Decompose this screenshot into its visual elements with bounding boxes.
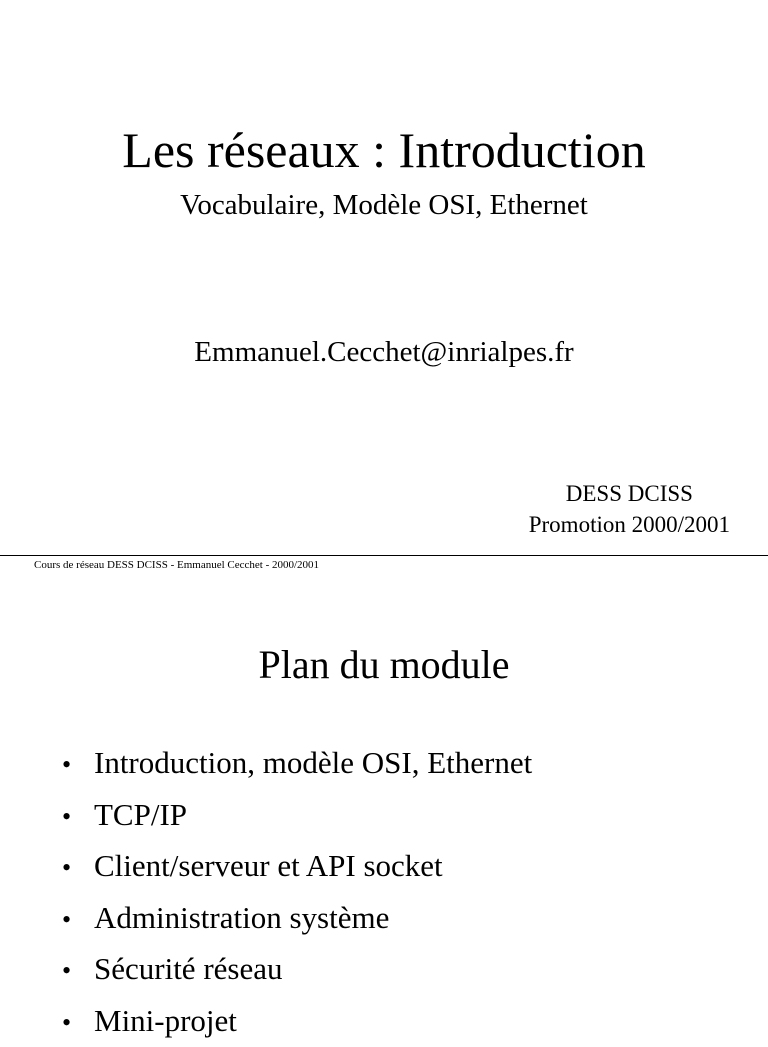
slide-subtitle: Vocabulaire, Modèle OSI, Ethernet bbox=[0, 186, 768, 224]
list-item-text: Administration système bbox=[94, 893, 389, 943]
list-item bbox=[62, 738, 532, 790]
bullet-icon: • bbox=[62, 895, 94, 945]
list-item-text: Introduction, modèle OSI, Ethernet bbox=[94, 738, 532, 788]
list-item bbox=[62, 790, 532, 842]
plan-list bbox=[62, 738, 532, 1047]
list-item bbox=[62, 841, 532, 893]
page-divider bbox=[0, 555, 768, 556]
author-email: Emmanuel.Cecchet@inrialpes.fr bbox=[0, 333, 768, 371]
bullet-icon: • bbox=[62, 998, 94, 1047]
list-item-text: Sécurité réseau bbox=[94, 944, 282, 994]
bullet-icon: • bbox=[62, 946, 94, 996]
bullet-icon: • bbox=[62, 843, 94, 893]
list-item bbox=[62, 893, 532, 945]
list-item bbox=[62, 944, 532, 996]
page-footer: Cours de réseau DESS DCISS - Emmanuel Cecchet - 2000/2001 bbox=[34, 559, 319, 572]
plan-title: Plan du module bbox=[0, 637, 768, 693]
course-promotion: Promotion 2000/2001 bbox=[529, 509, 730, 540]
course-info bbox=[529, 478, 730, 540]
bullet-icon: • bbox=[62, 740, 94, 790]
list-item-text: TCP/IP bbox=[94, 790, 187, 840]
list-item-text: Mini-projet bbox=[94, 996, 237, 1046]
course-name: DESS DCISS bbox=[529, 478, 730, 509]
list-item-text: Client/serveur et API socket bbox=[94, 841, 443, 891]
bullet-icon: • bbox=[62, 792, 94, 842]
list-item bbox=[62, 996, 532, 1047]
slide-title: Les réseaux : Introduction bbox=[0, 118, 768, 182]
